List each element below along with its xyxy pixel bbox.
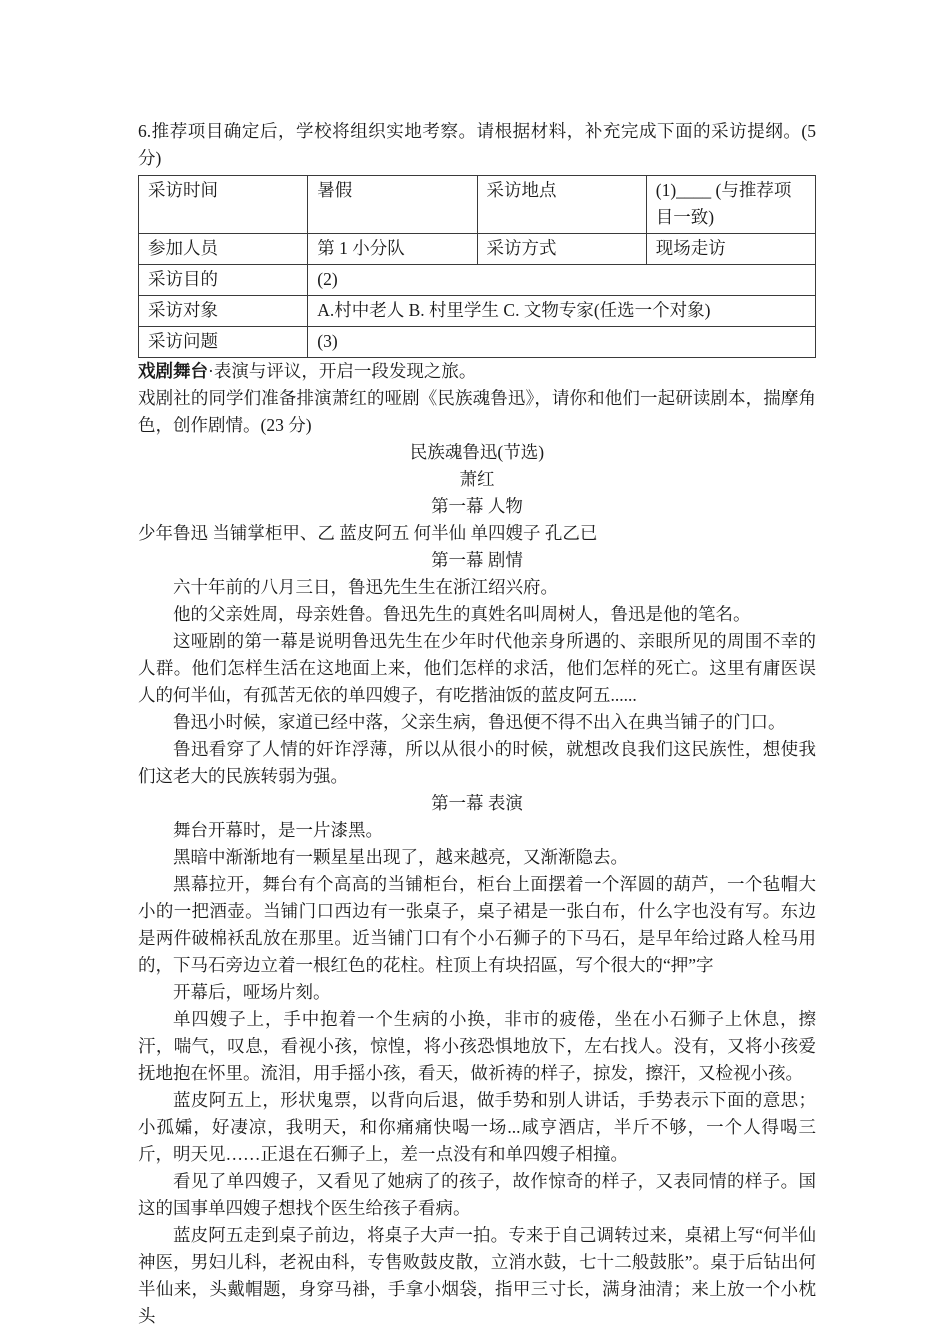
performance-paragraph: 蓝皮阿五走到桌子前边，将桌子大声一拍。专来于自己调转过来，桌裙上写“何半仙神医，男妇儿科，老祝由科，专售败鼓皮散，立消水鼓，七十二般鼓胀”。桌于后钻出何半仙来，头戴帽题，身穿马褂，手拿小烟袋，指甲三寸长，满身油清；来上放一个小枕头	[138, 1225, 816, 1326]
cell-purpose-value: (2)	[308, 265, 816, 296]
performance-paragraph: 黑幕拉开，舞台有个高高的当铺柜台，柜台上面摆着一个浑圆的葫芦，一个毡帽大小的一把酒壶。当铺门口西边有一张桌子，桌子裙是一张白布，什么字也没有写。东边是两件破棉袄乱放在那里。近当铺门口有个小石狮子的下马石，是早年给过路人栓马用的，下马石旁边立着一根红色的花柱。柱顶上有块招區，写个很大的“押”字	[138, 874, 816, 975]
table-row-people-method	[139, 234, 816, 265]
question-6-text: 6.推荐项目确定后，学校将组织实地考察。请根据材料，补充完成下面的采访提纲。(5 分)	[138, 121, 816, 168]
performance-paragraph: 看见了单四嫂子，又看见了她病了的孩子，故作惊奇的样子，又表同情的样子。国这的国事单四嫂子想找个医生给孩子看病。	[138, 1171, 816, 1218]
cast-list: 少年鲁迅 当铺掌柜甲、乙 蓝皮阿五 何半仙 单四嫂子 孔乙已	[138, 523, 598, 543]
drama-stage-lead-bold: 戏剧舞台	[138, 361, 208, 381]
document-content	[138, 118, 816, 1330]
table-row-time-place	[139, 176, 816, 234]
plot-paragraph: 鲁迅小时候，家道已经中落，父亲生病，鲁迅便不得不出入在典当铺子的门口。	[173, 712, 786, 732]
interview-outline-table	[138, 175, 816, 358]
cell-interview-place-value: (1)____ (与推荐项目一致)	[646, 176, 815, 234]
cell-interview-place-label: 采访地点	[477, 176, 646, 234]
table-row-questions	[139, 327, 816, 358]
cell-subjects-value: A.村中老人 B. 村里学生 C. 文物专家(任选一个对象)	[308, 296, 816, 327]
cell-interview-time-value: 暑假	[308, 176, 477, 234]
performance-heading: 第一幕 表演	[431, 793, 523, 813]
plot-heading: 第一幕 剧情	[431, 550, 523, 570]
plot-paragraph: 这哑剧的第一幕是说明鲁迅先生在少年时代他亲身所遇的、亲眼所见的周围不幸的人群。他们怎样生活在这地面上来，他们怎样的求活，他们怎样的死亡。这里有庸医误人的何半仙，有孤苦无依的单四嫂子，有吃揩油饭的蓝皮阿五......	[138, 631, 816, 705]
cell-method-label: 采访方式	[477, 234, 646, 265]
plot-paragraph: 鲁迅看穿了人情的奸诈浮薄，所以从很小的时候，就想改良我们这民族性，想使我们这老大的民族转弱为强。	[138, 739, 816, 786]
performance-paragraph: 舞台开幕时，是一片漆黑。	[173, 820, 383, 840]
cast-heading: 第一幕 人物	[431, 496, 523, 516]
table-row-purpose	[139, 265, 816, 296]
cell-questions-label: 采访问题	[139, 327, 308, 358]
cell-interview-time-label: 采访时间	[139, 176, 308, 234]
cell-method-value: 现场走访	[646, 234, 815, 265]
plot-paragraph: 六十年前的八月三日，鲁迅先生生在浙江绍兴府。	[173, 577, 558, 597]
performance-paragraph: 单四嫂子上，手中抱着一个生病的小换，非市的疲倦，坐在小石狮子上休息，擦汗，喘气，叹息，看视小孩，惊惶，将小孩恐惧地放下，左右找人。没有，又将小孩爱抚地抱在怀里。流泪，用手摇小孩，看天，做祈祷的样子，掠发，擦汗，又检视小孩。	[138, 1009, 816, 1083]
performance-paragraph: 开幕后，哑场片刻。	[173, 982, 331, 1002]
drama-intro: 戏剧社的同学们准备排演萧红的哑剧《民族魂鲁迅》，请你和他们一起研读剧本，揣摩角色，创作剧情。(23 分)	[138, 388, 816, 435]
cell-participants-label: 参加人员	[139, 234, 308, 265]
play-author: 萧红	[459, 469, 495, 489]
plot-paragraph: 他的父亲姓周，母亲姓鲁。鲁迅先生的真姓名叫周树人，鲁迅是他的笔名。	[173, 604, 751, 624]
drama-stage-lead	[138, 358, 816, 385]
play-title: 民族魂鲁迅(节选)	[409, 442, 545, 462]
performance-paragraph: 蓝皮阿五上，形状鬼票，以背向后退，做手势和别人讲话，手势表示下面的意思；小孤孀，好凄凉，我明天，和你痛痛快喝一场...咸亨酒店，半斤不够，一个人得喝三斤，明天见……正退在石狮子上，差一点没有和单四嫂子相撞。	[138, 1090, 816, 1164]
table-row-subjects	[139, 296, 816, 327]
performance-paragraph: 黑暗中渐渐地有一颗星星出现了，越来越亮，又渐渐隐去。	[173, 847, 628, 867]
drama-stage-lead-rest: ·表演与评议，开启一段发现之旅。	[208, 361, 477, 381]
cell-participants-value: 第 1 小分队	[308, 234, 477, 265]
cell-subjects-label: 采访对象	[139, 296, 308, 327]
cell-purpose-label: 采访目的	[139, 265, 308, 296]
cell-questions-value: (3)	[308, 327, 816, 358]
